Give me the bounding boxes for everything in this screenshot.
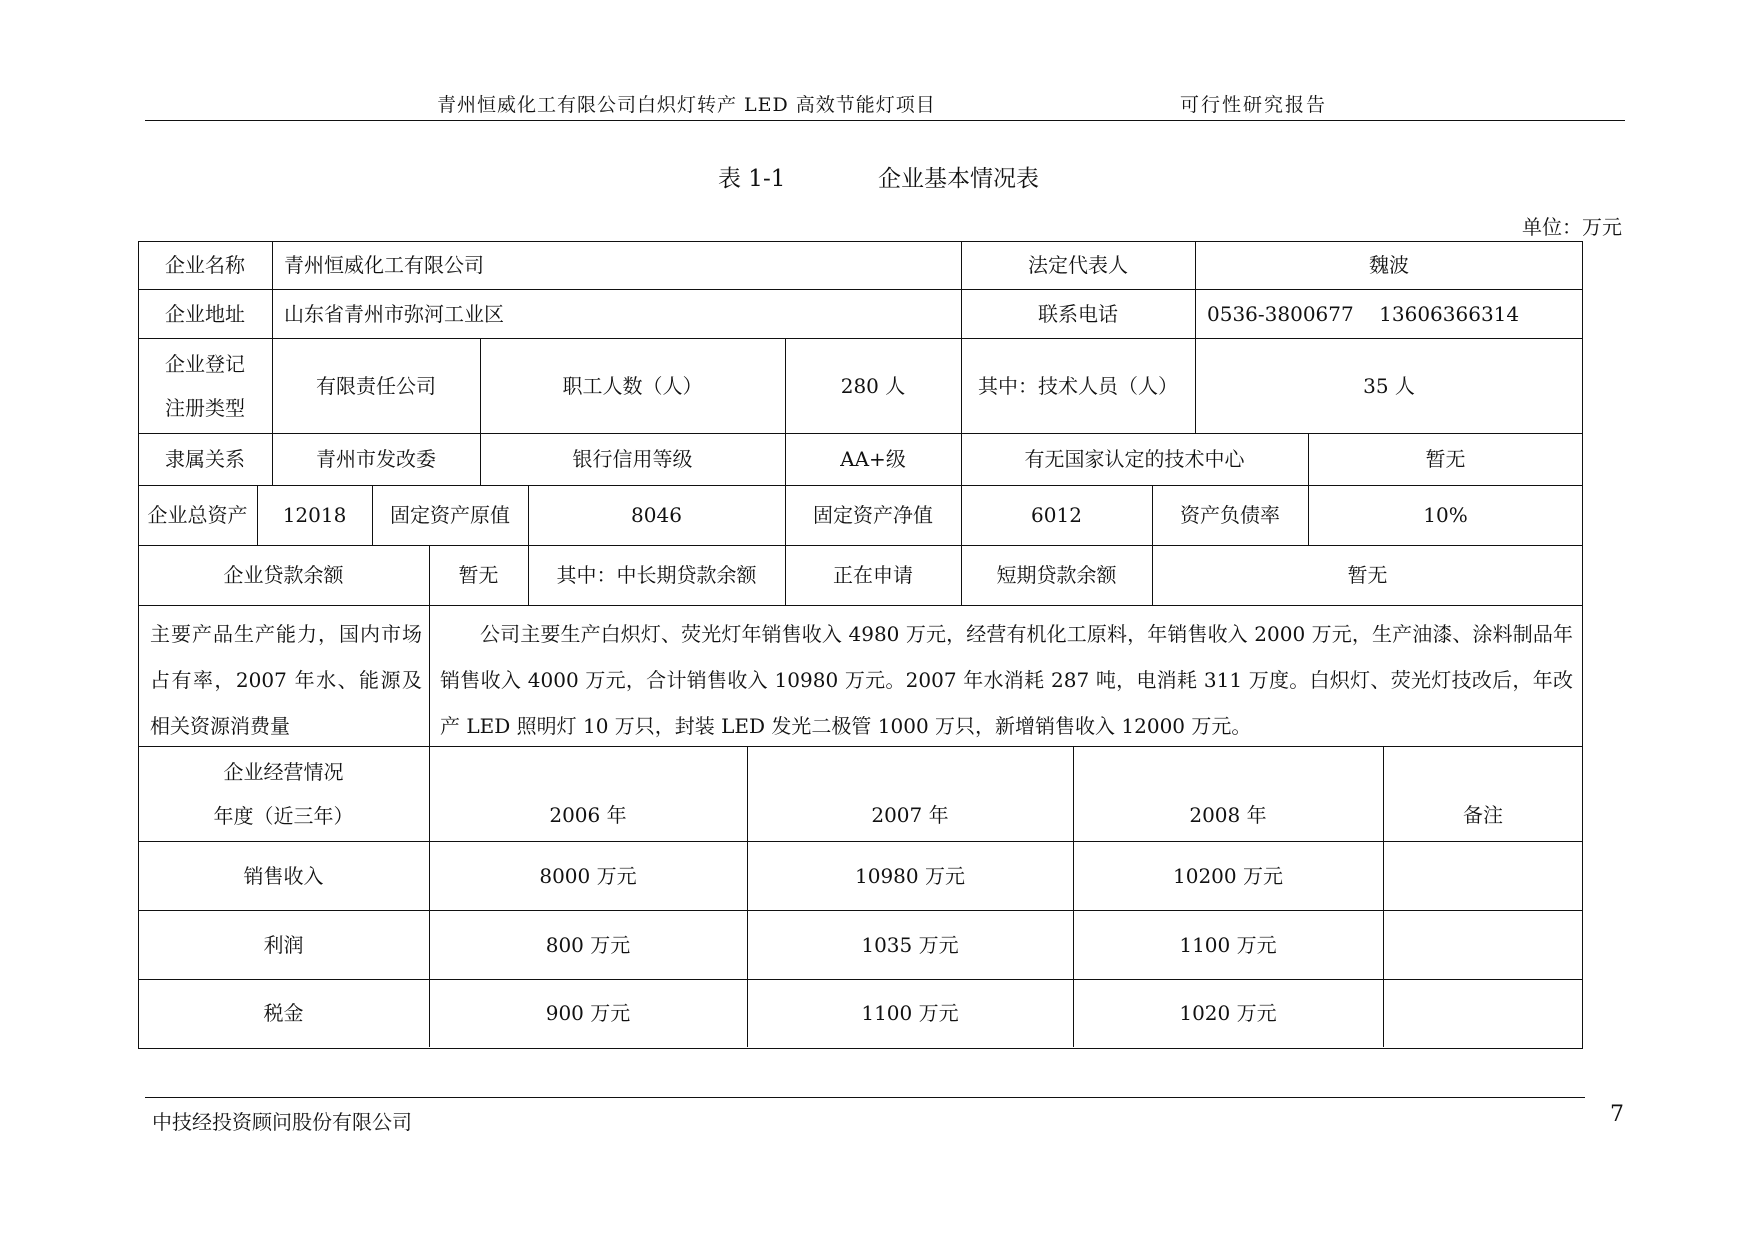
company-name-label: 企业名称 <box>165 253 245 277</box>
header-project-title: 青州恒威化工有限公司白炽灯转产 LED 高效节能灯项目 <box>437 94 936 116</box>
tax-2006: 900 万元 <box>545 1001 631 1025</box>
tax-2007: 1100 万元 <box>861 1001 959 1025</box>
remark-header: 备注 <box>1463 803 1503 827</box>
profit-2008: 1100 万元 <box>1179 932 1277 957</box>
total-assets-label: 企业总资产 <box>147 503 248 527</box>
fixed-assets-net-label: 固定资产净值 <box>813 503 933 527</box>
table-number: 表 1-1 <box>718 166 786 192</box>
address-label: 企业地址 <box>165 301 245 326</box>
page-header <box>145 84 1625 121</box>
registration-type-label-line1: 企业登记 <box>165 351 245 376</box>
fixed-assets-original-value: 8046 <box>631 503 682 527</box>
tax-label: 税金 <box>263 1001 304 1025</box>
fixed-assets-original-label: 固定资产原值 <box>390 503 510 527</box>
production-capacity-content: 公司主要生产白炽灯、荧光灯年销售收入 4980 万元，经营有机化工原料，年销售收入 2000 万元，生产油漆、涂料制品年销售收入 4000 万元，合计销售收入 10980 万元。2007 年水消耗 287 吨，电消耗 311 万度。白炽灯、荧光灯技改后，年改产 LED 照明灯 10 万只，封装 LED 发光二极管 1000 万只，新增销售收入 12000 万元。 <box>440 622 1573 738</box>
table-title: 企业基本情况表 <box>878 166 1039 192</box>
company-name-value: 青州恒威化工有限公司 <box>284 253 484 277</box>
year-header-2006: 2006 年 <box>549 803 627 827</box>
short-term-loan-value: 暂无 <box>1347 563 1388 587</box>
staff-count-label: 职工人数（人） <box>562 373 703 398</box>
operations-label-line2: 年度（近三年） <box>213 803 354 828</box>
loan-balance-label: 企业贷款余额 <box>223 563 344 587</box>
address-value: 山东省青州市弥河工业区 <box>284 301 504 326</box>
tax-2008: 1020 万元 <box>1179 1001 1277 1025</box>
debt-ratio-value: 10% <box>1423 503 1468 527</box>
row-divider <box>138 605 1583 606</box>
phone-label: 联系电话 <box>1038 301 1118 326</box>
registration-type-value: 有限责任公司 <box>316 373 436 398</box>
tech-staff-label: 其中：技术人员（人） <box>978 373 1178 398</box>
staff-count-value: 280 人 <box>840 373 906 398</box>
profit-2006: 800 万元 <box>545 932 631 957</box>
sales-revenue-2008: 10200 万元 <box>1173 863 1283 888</box>
page-footer <box>145 1097 1585 1134</box>
profit-2007: 1035 万元 <box>861 932 959 957</box>
total-assets-value: 12018 <box>282 503 347 527</box>
phone-value: 0536-3800677 13606366314 <box>1207 301 1520 326</box>
sales-revenue-2007: 10980 万元 <box>855 863 965 888</box>
legal-rep-label: 法定代表人 <box>1028 253 1128 277</box>
unit-label: 单位：万元 <box>1522 215 1622 239</box>
enterprise-info-table <box>138 241 1583 1049</box>
short-term-loan-label: 短期贷款余额 <box>996 563 1117 587</box>
footer-company: 中技经投资顾问股份有限公司 <box>152 1110 412 1134</box>
credit-rating-label: 银行信用等级 <box>572 447 693 471</box>
tech-staff-value: 35 人 <box>1363 373 1415 398</box>
debt-ratio-label: 资产负债率 <box>1180 503 1280 527</box>
page-number: 7 <box>1610 1102 1624 1127</box>
production-capacity-label: 主要产品生产能力，国内市场占有率，2007 年水、能源及相关资源消费量 <box>150 622 422 738</box>
loan-balance-value: 暂无 <box>458 563 499 587</box>
long-term-loan-value: 正在申请 <box>833 563 913 587</box>
legal-rep-value: 魏波 <box>1369 253 1409 277</box>
registration-type-label <box>138 338 272 433</box>
fixed-assets-net-value: 6012 <box>1031 503 1082 527</box>
sales-revenue-label: 销售收入 <box>243 863 324 888</box>
credit-rating-value: AA+级 <box>840 447 906 471</box>
affiliation-value: 青州市发改委 <box>316 447 436 471</box>
long-term-loan-label: 其中：中长期贷款余额 <box>556 563 757 587</box>
tech-center-label: 有无国家认定的技术中心 <box>1024 447 1245 471</box>
year-header-2008: 2008 年 <box>1189 803 1267 827</box>
registration-type-label-line2: 注册类型 <box>165 395 245 420</box>
affiliation-label: 隶属关系 <box>165 447 245 471</box>
sales-revenue-2006: 8000 万元 <box>539 863 637 888</box>
tech-center-value: 暂无 <box>1425 447 1466 471</box>
operations-label-line1: 企业经营情况 <box>223 759 344 784</box>
year-header-2007: 2007 年 <box>871 803 949 827</box>
header-report-type: 可行性研究报告 <box>1180 94 1328 116</box>
operations-label <box>138 746 429 841</box>
profit-label: 利润 <box>263 932 304 957</box>
